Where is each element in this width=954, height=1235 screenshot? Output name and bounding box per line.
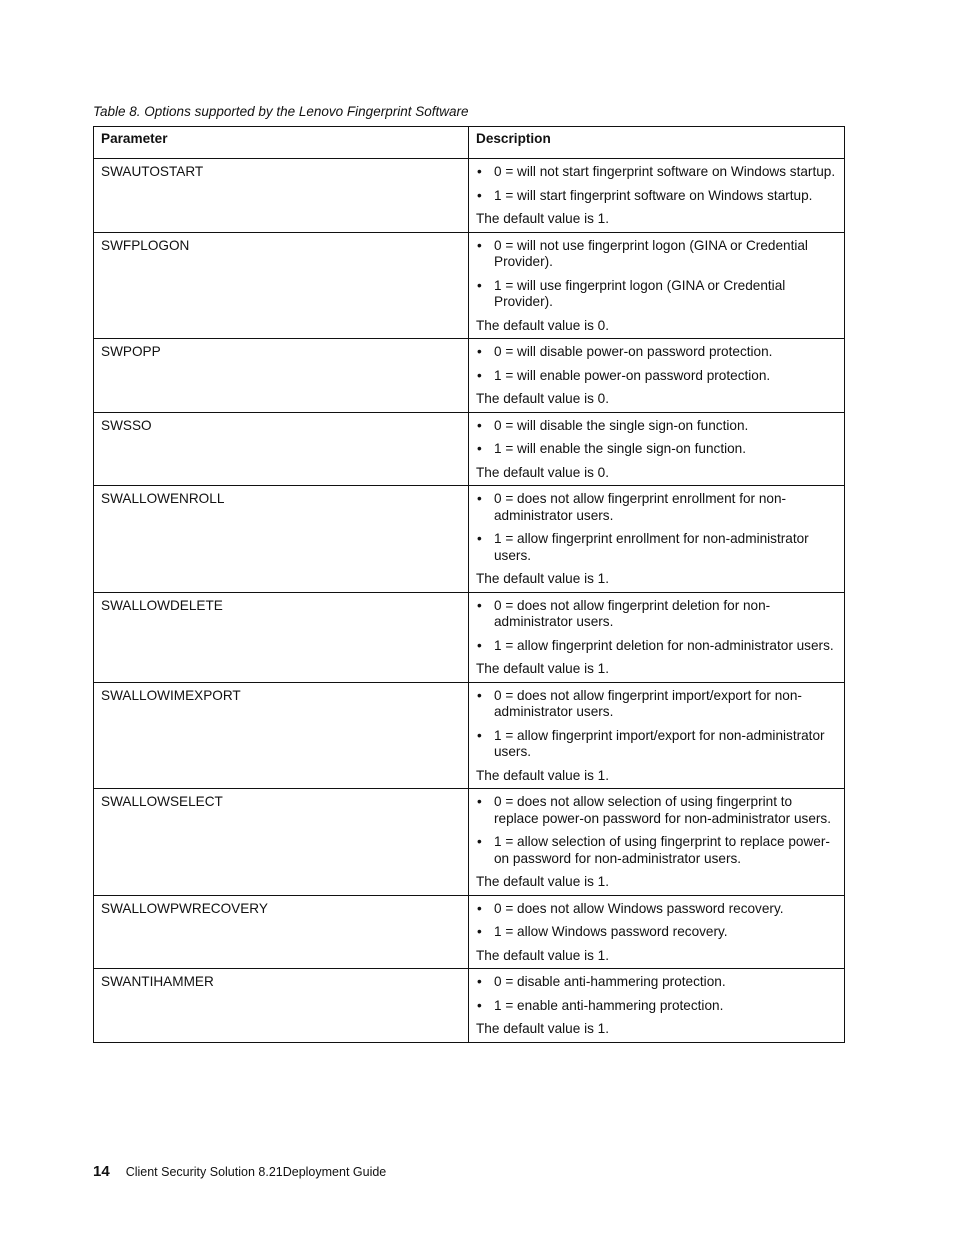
page-footer (93, 1163, 386, 1181)
options-table (93, 126, 845, 1043)
description-cell (469, 486, 845, 593)
parameter-cell: SWSSO (94, 412, 469, 486)
description-cell (469, 682, 845, 789)
default-value-text: The default value is 1. (476, 661, 609, 676)
parameter-cell: SWFPLOGON (94, 232, 469, 339)
default-value-text: The default value is 0. (476, 317, 609, 333)
list-item (476, 728, 837, 761)
option-text: 0 = does not allow selection of using fingerprint to replace power-on password for non-administrator users. (494, 794, 831, 826)
parameter-cell: SWPOPP (94, 339, 469, 413)
description-cell (469, 592, 845, 682)
bullet-icon: • (477, 794, 482, 809)
default-value-text: The default value is 1. (476, 211, 609, 226)
list-item (476, 688, 837, 721)
bullet-icon: • (477, 417, 482, 433)
list-item (476, 974, 837, 991)
parameter-cell: SWALLOWSELECT (94, 789, 469, 896)
option-text: 0 = does not allow fingerprint enrollment for non-administrator users. (494, 491, 787, 523)
list-item (476, 794, 837, 827)
parameter-cell: SWAUTOSTART (94, 159, 469, 233)
description-cell (469, 969, 845, 1043)
bullet-icon: • (477, 924, 482, 939)
description-cell (469, 232, 845, 339)
bullet-icon: • (477, 727, 482, 743)
list-item (476, 834, 837, 867)
table-row (94, 159, 845, 233)
column-header-parameter: Parameter (94, 127, 469, 159)
list-item (476, 278, 837, 311)
table-row (94, 969, 845, 1043)
option-text: 1 = will start fingerprint software on Windows startup. (494, 187, 813, 203)
bullet-icon: • (477, 531, 482, 546)
bullet-icon: • (477, 974, 482, 989)
option-text: 1 = will enable the single sign-on function. (494, 441, 747, 456)
bullet-icon: • (477, 164, 482, 179)
list-item (476, 598, 837, 631)
option-list (476, 794, 837, 867)
default-value-text: The default value is 1. (476, 874, 609, 889)
option-list (476, 418, 837, 458)
list-item (476, 924, 837, 941)
bullet-icon: • (477, 344, 482, 359)
bullet-icon: • (477, 687, 482, 703)
option-list (476, 344, 837, 384)
parameter-cell: SWANTIHAMMER (94, 969, 469, 1043)
table-caption: Table 8. Options supported by the Lenovo Fingerprint Software (93, 104, 469, 119)
option-text: 1 = allow fingerprint enrollment for non-administrator users. (494, 531, 809, 563)
bullet-icon: • (477, 900, 482, 916)
list-item (476, 418, 837, 435)
table-header-row (94, 127, 845, 159)
bullet-icon: • (477, 834, 482, 849)
table-row (94, 412, 845, 486)
list-item (476, 188, 837, 205)
default-value-text: The default value is 1. (476, 1021, 609, 1036)
option-text: 1 = allow selection of using fingerprint to replace power-on password for non-administrator users. (494, 834, 830, 866)
parameter-cell: SWALLOWPWRECOVERY (94, 895, 469, 969)
page-number: 14 (93, 1163, 110, 1180)
bullet-icon: • (477, 997, 482, 1013)
table-row (94, 232, 845, 339)
table-row (94, 789, 845, 896)
table-row (94, 682, 845, 789)
description-cell (469, 412, 845, 486)
option-list (476, 974, 837, 1014)
parameter-cell: SWALLOWDELETE (94, 592, 469, 682)
list-item (476, 901, 837, 918)
parameter-cell: SWALLOWENROLL (94, 486, 469, 593)
option-list (476, 238, 837, 311)
bullet-icon: • (477, 277, 482, 293)
description-cell (469, 895, 845, 969)
bullet-icon: • (477, 237, 482, 253)
bullet-icon: • (477, 491, 482, 506)
bullet-icon: • (477, 187, 482, 203)
option-text: 0 = will not start fingerprint software on Windows startup. (494, 164, 836, 179)
default-value-text: The default value is 1. (476, 767, 609, 783)
option-text: 0 = does not allow fingerprint import/export for non-administrator users. (494, 687, 802, 719)
list-item (476, 531, 837, 564)
option-list (476, 688, 837, 761)
bullet-icon: • (477, 441, 482, 456)
description-cell (469, 159, 845, 233)
default-value-text: The default value is 1. (476, 571, 609, 586)
document-title: Client Security Solution 8.21Deployment Guide (125, 1165, 387, 1179)
list-item (476, 491, 837, 524)
table-row (94, 592, 845, 682)
option-text: 1 = will enable power-on password protection. (494, 367, 771, 383)
option-text: 0 = will disable the single sign-on function. (494, 417, 749, 433)
default-value-text: The default value is 1. (476, 947, 609, 963)
list-item (476, 344, 837, 361)
default-value-text: The default value is 0. (476, 391, 609, 406)
bullet-icon: • (477, 637, 482, 653)
list-item (476, 164, 837, 181)
option-text: 0 = disable anti-hammering protection. (494, 974, 726, 989)
option-list (476, 901, 837, 941)
description-cell (469, 789, 845, 896)
column-header-description: Description (469, 127, 845, 159)
option-list (476, 164, 837, 204)
option-text: 0 = will disable power-on password protection. (494, 344, 773, 359)
parameter-cell: SWALLOWIMEXPORT (94, 682, 469, 789)
option-text: 0 = does not allow Windows password recovery. (494, 900, 784, 916)
list-item (476, 368, 837, 385)
option-text: 1 = allow fingerprint import/export for non-administrator users. (494, 727, 825, 759)
default-value-text: The default value is 0. (476, 464, 609, 480)
list-item (476, 638, 837, 655)
table-row (94, 895, 845, 969)
option-text: 1 = will use fingerprint logon (GINA or Credential Provider). (494, 277, 786, 309)
bullet-icon: • (477, 367, 482, 383)
list-item (476, 441, 837, 458)
option-text: 0 = does not allow fingerprint deletion for non-administrator users. (494, 597, 771, 629)
option-text: 1 = enable anti-hammering protection. (494, 997, 724, 1013)
list-item (476, 998, 837, 1015)
option-text: 1 = allow fingerprint deletion for non-administrator users. (494, 637, 834, 653)
description-cell (469, 339, 845, 413)
option-list (476, 491, 837, 564)
table-row (94, 486, 845, 593)
bullet-icon: • (477, 597, 482, 613)
option-list (476, 598, 837, 655)
list-item (476, 238, 837, 271)
table-row (94, 339, 845, 413)
option-text: 0 = will not use fingerprint logon (GINA or Credential Provider). (494, 237, 808, 269)
option-text: 1 = allow Windows password recovery. (494, 924, 728, 939)
